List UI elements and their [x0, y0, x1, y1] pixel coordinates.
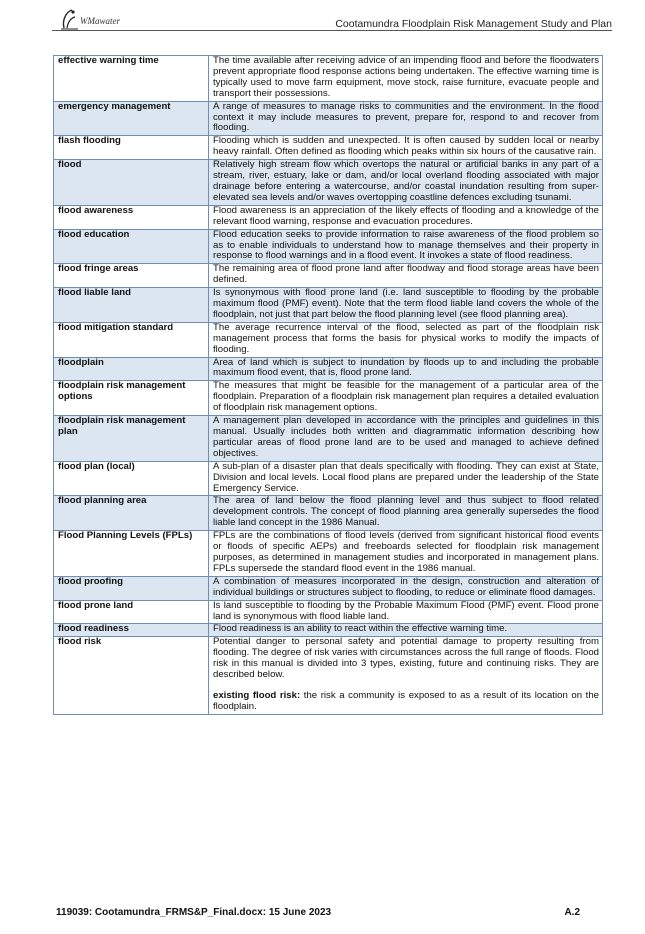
glossary-definition: A range of measures to manage risks to communities and the environment. In the flood context it may include measures to prevent, prepare for, respond to and recover from flooding. — [209, 101, 603, 136]
glossary-definition: Is synonymous with flood prone land (i.e. land susceptible to flooding by the probable maximum flood (PMF) event). Note that the term flood liable land covers the whole of the floodplain, not just that part below the flood planning level (see flood planning area). — [209, 288, 603, 323]
glossary-subterm-text: the risk a community is exposed to as a result of its location on the floodplain. — [213, 689, 599, 712]
table-row — [54, 288, 603, 323]
table-row — [54, 461, 603, 496]
glossary-term: flood risk — [54, 637, 209, 714]
glossary-definition: Flood awareness is an appreciation of the likely effects of flooding and a knowledge of the relevant flood warning, response and evacuation procedures. — [209, 205, 603, 229]
table-row — [54, 56, 603, 102]
table-row — [54, 101, 603, 136]
glossary-definition: Potential danger to personal safety and potential damage to property resulting from flooding. The degree of risk varies with circumstances across the full range of floods. Flood risk in this manual is divided into 3 types, existing, future and continuing risks. They are described below. — [213, 636, 599, 681]
wave-logo-icon — [58, 6, 138, 32]
glossary-subdefinition — [213, 691, 599, 713]
table-row — [54, 136, 603, 160]
wma-water-logo — [58, 6, 138, 32]
table-row — [54, 381, 603, 416]
page-footer — [56, 907, 580, 918]
glossary-definition: Is land susceptible to flooding by the Probable Maximum Flood (PMF) event. Flood prone land is synonymous with flood liable land. — [209, 600, 603, 624]
page-header — [52, 6, 612, 36]
glossary-term: emergency management — [54, 101, 209, 136]
glossary-definition: Relatively high stream flow which overtops the natural or artificial banks in any part of a stream, river, estuary, lake or dam, and/or local overland flooding associated with major drainage before entering a watercourse, and/or coastal inundation resulting from super-elevated sea levels and/or waves overtopping coastline defences excluding tsunami. — [209, 160, 603, 206]
table-row — [54, 416, 603, 462]
glossary-term: floodplain risk management plan — [54, 416, 209, 462]
header-divider — [52, 30, 612, 31]
glossary-term: Flood Planning Levels (FPLs) — [54, 531, 209, 577]
glossary-definition: A combination of measures incorporated in the design, construction and alteration of individual buildings or structures subject to flooding, to reduce or eliminate flood damages. — [209, 576, 603, 600]
glossary-term: flood fringe areas — [54, 264, 209, 288]
glossary-definition: The measures that might be feasible for the management of a particular area of the floodplain. Preparation of a floodplain risk management plan requires a detailed evaluation of floodplain risk management options. — [209, 381, 603, 416]
table-row — [54, 229, 603, 264]
glossary-term: flood planning area — [54, 496, 209, 531]
logo-text: WMawater — [80, 16, 120, 26]
glossary-term: flood liable land — [54, 288, 209, 323]
glossary-term: floodplain risk management options — [54, 381, 209, 416]
glossary-term: flood proofing — [54, 576, 209, 600]
glossary-term: flash flooding — [54, 136, 209, 160]
glossary-term: flood mitigation standard — [54, 322, 209, 357]
glossary-definition: The average recurrence interval of the flood, selected as part of the floodplain risk management process that forms the basis for physical works to modify the impacts of flooding. — [209, 322, 603, 357]
table-row — [54, 264, 603, 288]
glossary-definition: Flooding which is sudden and unexpected. It is often caused by sudden local or nearby heavy rainfall. Often defined as flooding which peaks within six hours of the causative rain. — [209, 136, 603, 160]
glossary-definition: FPLs are the combinations of flood levels (derived from significant historical flood events or floods of specific AEPs) and freeboards selected for floodplain risk management purposes, as determined in management studies and incorporated in management plans. FPLs supersede the standard flood event in the 1986 manual. — [209, 531, 603, 577]
glossary-definition: A sub-plan of a disaster plan that deals specifically with flooding. They can exist at State, Division and local levels. Local flood plans are prepared under the leadership of the State Emergency Service. — [209, 461, 603, 496]
glossary-term: flood plan (local) — [54, 461, 209, 496]
glossary-definition: Flood education seeks to provide information to raise awareness of the flood problem so as to enable individuals to understand how to manage themselves and their property in response to flood warnings and in a flood event. It invokes a state of flood readiness. — [209, 229, 603, 264]
document-reference: 119039: Cootamundra_FRMS&P_Final.docx: 15 June 2023 — [56, 907, 332, 918]
glossary-definition-cell — [209, 637, 603, 714]
table-row — [54, 637, 603, 714]
table-row — [54, 357, 603, 381]
table-row — [54, 576, 603, 600]
table-row — [54, 496, 603, 531]
glossary-term: effective warning time — [54, 56, 209, 102]
glossary-term: flood — [54, 160, 209, 206]
document-title: Cootamundra Floodplain Risk Management Study and Plan — [335, 18, 612, 30]
table-row — [54, 600, 603, 624]
glossary-definition: Area of land which is subject to inundation by floods up to and including the probable maximum flood event, that is, flood prone land. — [209, 357, 603, 381]
glossary-definition: Flood readiness is an ability to react within the effective warning time. — [209, 624, 603, 637]
glossary-definition: The area of land below the flood planning level and thus subject to flood related development controls. The concept of flood planning area generally supersedes the flood liable land concept in the 1986 Manual. — [209, 496, 603, 531]
glossary-term: flood readiness — [54, 624, 209, 637]
glossary-subterm: existing flood risk: — [213, 689, 301, 701]
glossary-term: flood education — [54, 229, 209, 264]
table-row — [54, 160, 603, 206]
page-number: A.2 — [564, 907, 580, 918]
glossary-term: flood awareness — [54, 205, 209, 229]
table-row — [54, 322, 603, 357]
glossary-table — [53, 55, 603, 715]
table-row — [54, 624, 603, 637]
glossary-term: flood prone land — [54, 600, 209, 624]
table-row — [54, 205, 603, 229]
glossary-term: floodplain — [54, 357, 209, 381]
table-row — [54, 531, 603, 577]
glossary-definition: A management plan developed in accordance with the principles and guidelines in this manual. Usually includes both written and diagrammatic information describing how particular areas of flood prone land are to be used and managed to achieve defined objectives. — [209, 416, 603, 462]
glossary-definition: The remaining area of flood prone land after floodway and flood storage areas have been defined. — [209, 264, 603, 288]
glossary-definition: The time available after receiving advice of an impending flood and before the floodwaters prevent appropriate flood response actions being undertaken. The effective warning time is typically used to move farm equipment, move stock, raise furniture, evacuate people and transport their possessions. — [209, 56, 603, 102]
